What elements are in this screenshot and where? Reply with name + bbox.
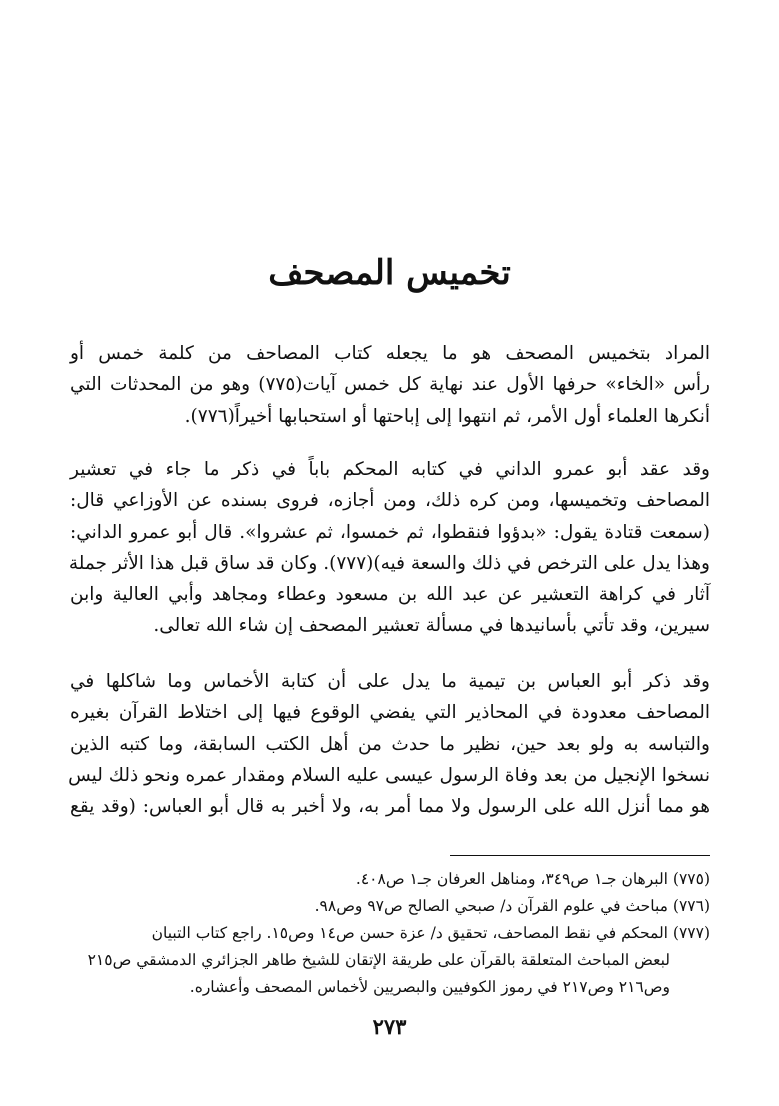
footnote-777: (٧٧٧) المحكم في نقط المصاحف، تحقيق د/ عزة حسن ص١٤ وص١٥. راجع كتاب التبيان <box>151 924 710 942</box>
chapter-title: تخميس المصحف <box>268 252 511 293</box>
paragraph-line: رأس «الخاء» حرفها الأول عند نهاية كل خمس آيات(٧٧٥) وهو من المحدثات التي <box>70 374 710 396</box>
paragraph-line: المراد بتخميس المصحف هو ما يجعله كتاب المصاحف من كلمة خمس أو <box>70 343 710 364</box>
paragraph-3 <box>70 666 710 822</box>
footnote-divider <box>450 855 710 856</box>
paragraph-line: المصاحف وتخميسها، ومن كره ذلك، ومن أجازه، فروى بسنده عن الأوزاعي قال: <box>70 490 710 512</box>
footnote-776: (٧٧٦) مباحث في علوم القرآن د/ صبحي الصالح ص٩٧ وص٩٨. <box>314 897 710 915</box>
paragraph-line: وهذا يدل على الترخص في ذلك والسعة فيه)(٧٧٧). وكان قد ساق قبل هذا الأثر جملة <box>68 552 710 574</box>
paragraph-line: والتباسه به ولو بعد حين، نظير ما حدث من أهل الكتب السابقة، وما كتبه الذين <box>70 733 710 755</box>
footnote-777-continuation: لبعض المباحث المتعلقة بالقرآن على طريقة الإتقان للشيخ طاهر الجزائري الدمشقي ص٢١٥ <box>87 951 670 969</box>
paragraph-line: (سمعت قتادة يقول: «بدؤوا فنقطوا، ثم خمسوا، ثم عشروا». قال أبو عمرو الداني: <box>70 521 710 543</box>
paragraph-line: نسخوا الإنجيل من بعد وفاة الرسول عيسى عليه السلام ومقدار عمره ونحو ذلك ليس <box>68 764 710 786</box>
paragraph-line: وقد ذكر أبو العباس بن تيمية ما يدل على أن كتابة الأخماس وما شاكلها في <box>70 671 710 692</box>
paragraph-2 <box>70 454 710 642</box>
page-number: ٢٧٣ <box>372 1014 407 1039</box>
paragraph-line: وقد عقد أبو عمرو الداني في كتابه المحكم باباً في ذكر ما جاء في تعشير <box>70 459 710 480</box>
paragraph-line: هو مما أنزل الله على الرسول ولا مما أمر به، ولا أخبر به قال أبو العباس: (وقد يقع <box>70 796 710 818</box>
paragraph-line: آثار في كراهة التعشير عن عبد الله بن مسعود وعطاء ومجاهد وأبي العالية وابن <box>70 584 710 606</box>
paragraph-1 <box>70 338 710 432</box>
paragraph-line: أنكرها العلماء أول الأمر، ثم انتهوا إلى إباحتها أو استحبابها أخيراً(٧٧٦). <box>184 405 710 427</box>
paragraph-line: سيرين، وقد تأتي بأسانيدها في مسألة تعشير المصحف إن شاء الله تعالى. <box>153 615 710 637</box>
footnote-775: (٧٧٥) البرهان جـ١ ص٣٤٩، ومناهل العرفان جـ١ ص٤٠٨. <box>355 870 710 888</box>
paragraph-line: المصاحف معدودة في المحاذير التي يفضي الوقوع فيها إلى اختلاط القرآن بغيره <box>70 702 710 724</box>
footnote-777-continuation: وص٢١٦ وص٢١٧ في رموز الكوفيين والبصريين لأخماس المصحف وأعشاره. <box>189 978 670 996</box>
footnotes <box>70 866 710 1001</box>
